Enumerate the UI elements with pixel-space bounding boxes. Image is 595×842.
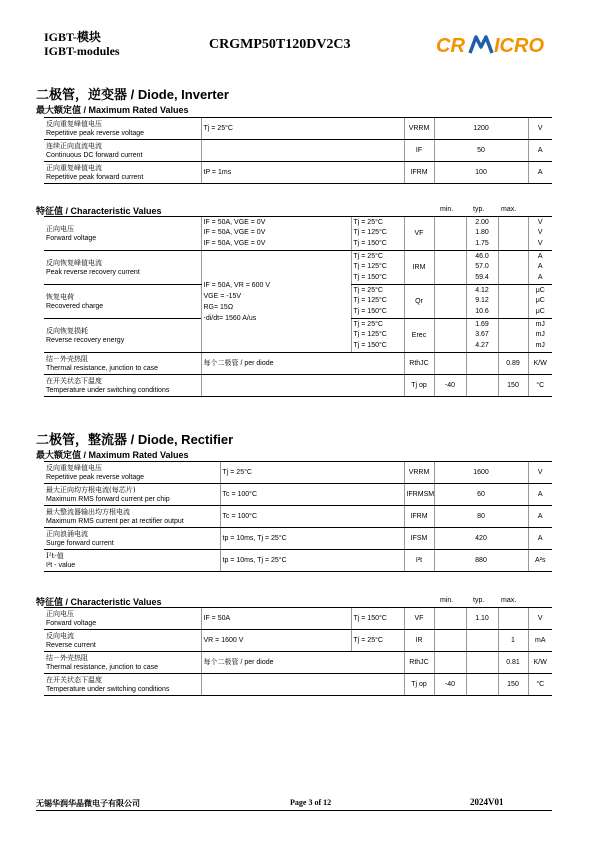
inverter-max-title: 最大额定值 / Maximum Rated Values xyxy=(36,105,189,116)
table-row: 最大整流器输出均方根电流 Maximum RMS current per at rectifier output Tc = 100°C IFRM 80 A xyxy=(44,506,552,528)
rectifier-max-table xyxy=(44,461,552,572)
table-row: 最大正向均方根电流(每芯片) Maximum RMS forward current per chip Tc = 100°C IFRMSM 60 A xyxy=(44,484,552,506)
inverter-char-title: 特征值 / Characteristic Values xyxy=(36,206,162,217)
header-line-cn: IGBT-模块 xyxy=(44,30,101,44)
inverter-char-table xyxy=(44,216,552,397)
table-row: 正向浪涌电流 Surge forward current tp = 10ms, Tj = 25°C IFSM 420 A xyxy=(44,528,552,550)
inverter-max-table xyxy=(44,117,552,184)
table-row: 正向电压 Forward voltage IF = 50A Tj = 150°C VF 1.10 V xyxy=(44,608,552,630)
col-min-label: min. xyxy=(440,597,454,604)
table-row: 正向电压 Forward voltage IF = 50A, VGE = 0V IF = 50A, VGE = 0V IF = 50A, VGE = 0V Tj = 25°C Tj = 125°C Tj = 150°C VF 2.00 1.80 1.75 V V V xyxy=(44,217,552,251)
inverter-title: 二极管，逆变器 / Diode, Inverter xyxy=(36,87,229,103)
common-test-conditions: IF = 50A, VR = 600 V VGE = -15V RG= 15Ω -di/dt= 1560 A/us xyxy=(201,251,351,353)
table-row: 正向重复峰值电流 Repetitive peak forward current tP = 1ms IFRM 100 A xyxy=(44,162,552,184)
col-max-label: max. xyxy=(501,597,517,604)
company-logo xyxy=(436,33,556,62)
table-row: 反向恢复损耗 Reverse recovery energy Tj = 25°C Tj = 125°C Tj = 150°C Erec 1.69 3.67 4.27 mJ mJ mJ xyxy=(44,319,552,353)
col-min-label: min. xyxy=(440,206,454,213)
rectifier-max-title: 最大额定值 / Maximum Rated Values xyxy=(36,450,189,461)
logo-text-icro: ICRO xyxy=(494,35,544,57)
table-row: I²t-值 I²t - value tp = 10ms, Tj = 25°C I²t 880 A²s xyxy=(44,550,552,572)
logo-text-cr: CR xyxy=(436,35,465,57)
rectifier-char-table xyxy=(44,607,552,696)
rectifier-title: 二极管，整流器 / Diode, Rectifier xyxy=(36,432,234,448)
col-typ-label: typ. xyxy=(473,206,485,213)
table-row: 连续正向直流电流 Continuous DC forward current IF 50 A xyxy=(44,140,552,162)
footer-version: 2024V01 xyxy=(470,797,504,807)
footer-page-number: Page 3 of 12 xyxy=(290,798,332,807)
table-row: 结－外壳热阻 Thermal resistance, junction to case 每个二极管 / per diode RthJC 0.81 K/W xyxy=(44,652,552,674)
table-row: 在开关状态下温度 Temperature under switching conditions Tj op -40 150 °C xyxy=(44,375,552,397)
table-row: 反向重复峰值电压 Repetitive peak reverse voltage Tj = 25°C VRRM 1200 V xyxy=(44,118,552,140)
table-row: 恢复电荷 Recovered charge Tj = 25°C Tj = 125°C Tj = 150°C Qr 4.12 9.12 10.6 μC μC μC xyxy=(44,285,552,319)
table-row: 反向恢复峰值电流 Peak reverse recovery current IF = 50A, VR = 600 V VGE = -15V RG= 15Ω -di/dt= 1560 A/us Tj = 25°C Tj = 125°C Tj = 150°C IRM 46.0 57.0 59.4 A A A xyxy=(44,251,552,285)
col-max-label: max. xyxy=(501,206,517,213)
header-line-en: IGBT-modules xyxy=(44,44,120,58)
col-typ-label: typ. xyxy=(473,597,485,604)
footer-company: 无锡华润华晶微电子有限公司 xyxy=(36,799,140,808)
table-row: 结－外壳热阻 Thermal resistance, junction to case 每个二极管 / per diode RthJC 0.89 K/W xyxy=(44,353,552,375)
header-module-type xyxy=(44,30,120,58)
table-row: 在开关状态下温度 Temperature under switching conditions Tj op -40 150 °C xyxy=(44,674,552,696)
footer-divider xyxy=(36,810,552,811)
rectifier-char-title: 特征值 / Characteristic Values xyxy=(36,597,162,608)
table-row: 反向电流 Reverse current VR = 1600 V Tj = 25°C IR 1 mA xyxy=(44,630,552,652)
part-number: CRGMP50T120DV2C3 xyxy=(209,37,351,52)
table-row: 反向重复峰值电压 Repetitive peak reverse voltage Tj = 25°C VRRM 1600 V xyxy=(44,462,552,484)
